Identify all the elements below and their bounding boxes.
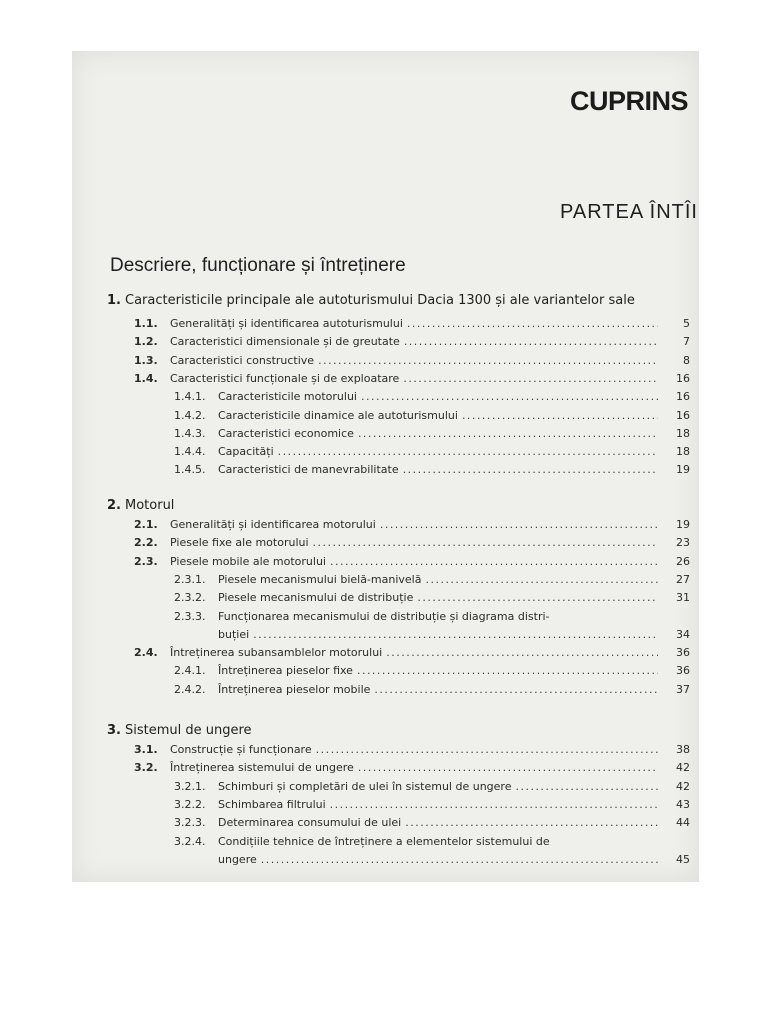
part-heading: PARTEA ÎNTÎI	[560, 201, 698, 223]
chapter-title: Sistemul de ungere	[125, 723, 252, 738]
dot-leader	[278, 445, 658, 458]
entry-number: 1.1.	[134, 317, 158, 330]
page-number: 8	[683, 353, 690, 367]
toc-entry	[174, 409, 690, 422]
dot-leader	[330, 798, 658, 811]
entry-number: 1.4.3.	[174, 426, 206, 440]
dot-leader	[374, 683, 658, 696]
page-number: 18	[676, 445, 690, 459]
page-number: 5	[683, 317, 690, 330]
toc-entry	[134, 555, 690, 568]
toc-entry	[174, 664, 690, 677]
chapter-title: Caracteristicile principale ale autoturismului Dacia 1300 și ale variantelor sale	[125, 293, 635, 308]
entry-number: 3.2.1.	[174, 779, 206, 793]
entry-title: Întreținerea sistemului de ungere	[170, 761, 354, 775]
entry-number: 1.4.1.	[174, 390, 206, 404]
page-number: 19	[676, 463, 690, 477]
entry-title: Piesele mobile ale motorului	[170, 554, 326, 568]
page-number: 16	[676, 408, 690, 422]
toc-entry	[134, 335, 690, 348]
chapter-number: 2.	[107, 498, 121, 513]
entry-title: Caracteristici economice	[218, 426, 354, 440]
toc-entry	[174, 591, 690, 604]
page-number: 36	[676, 646, 690, 660]
entry-title: Piesele fixe ale motorului	[170, 536, 309, 550]
toc-entry	[174, 610, 690, 623]
entry-number: 1.4.4.	[174, 445, 206, 459]
entry-title: Construcție și funcționare	[170, 743, 312, 756]
toc-entry	[134, 743, 690, 756]
page-number: 16	[676, 371, 690, 385]
entry-title: Caracteristici funcționale și de exploatare	[170, 371, 400, 385]
page-number: 38	[676, 743, 690, 756]
dot-leader	[361, 390, 658, 403]
toc-entry	[134, 646, 690, 659]
entry-title: Întreținerea subansamblelor motorului	[170, 646, 383, 660]
entry-number: 2.3.3.	[174, 609, 206, 623]
entry-title: Piesele mecanismului de distribuție	[218, 591, 414, 605]
chapter-title: Motorul	[125, 498, 175, 513]
entry-number: 2.1.	[134, 518, 158, 531]
entry-number: 2.4.2.	[174, 682, 206, 696]
entry-number: 3.2.2.	[174, 797, 206, 811]
entry-title: ungere	[218, 852, 257, 866]
chapter-heading	[107, 498, 174, 513]
dot-leader	[407, 317, 658, 330]
entry-title: Condițiile tehnice de întreținere a elementelor sistemului de	[218, 834, 550, 848]
entry-number: 2.2.	[134, 536, 158, 550]
toc-entry	[174, 463, 690, 476]
entry-number: 2.3.1.	[174, 572, 206, 586]
entry-title: Caracteristicile motorului	[218, 390, 357, 404]
toc-entry	[218, 628, 690, 641]
dot-leader	[515, 780, 658, 793]
page-number: 7	[683, 335, 690, 349]
entry-title: Caracteristici de manevrabilitate	[218, 463, 399, 477]
entry-number: 3.2.4.	[174, 834, 206, 848]
toc-entry	[134, 536, 690, 549]
entry-title: Capacități	[218, 445, 274, 459]
table-of-contents	[72, 51, 699, 882]
page-number: 19	[676, 518, 690, 531]
chapter-heading	[107, 723, 252, 738]
dot-leader	[316, 743, 658, 756]
entry-number: 2.4.	[134, 646, 158, 660]
chapter-heading	[107, 293, 635, 308]
toc-entry	[174, 816, 690, 829]
dot-leader	[403, 463, 658, 476]
page-number: 27	[676, 572, 690, 586]
section-subtitle: Descriere, funcționare și întreținere	[110, 255, 406, 276]
dot-leader	[417, 591, 658, 604]
page-number: 45	[676, 852, 690, 866]
entry-title: Schimbarea filtrului	[218, 797, 326, 811]
page-number: 42	[676, 779, 690, 793]
entry-number: 1.2.	[134, 335, 158, 349]
entry-number: 1.4.2.	[174, 408, 206, 422]
entry-number: 3.2.3.	[174, 816, 206, 830]
entry-title: Întreținerea pieselor mobile	[218, 682, 371, 696]
entry-title: Caracteristici constructive	[170, 353, 315, 367]
entry-number: 1.4.5.	[174, 463, 206, 477]
dot-leader	[318, 354, 658, 367]
toc-entry	[174, 780, 690, 793]
dot-leader	[313, 536, 658, 549]
book-page	[72, 51, 699, 882]
dot-leader	[358, 761, 658, 774]
dot-leader	[380, 518, 658, 531]
entry-title: Schimburi și completări de ulei în sistemul de ungere	[218, 779, 512, 793]
entry-title: Piesele mecanismului bielă-manivelă	[218, 572, 422, 586]
toc-entry	[174, 445, 690, 458]
toc-entry	[174, 798, 690, 811]
entry-number: 3.2.	[134, 761, 158, 775]
toc-entry	[174, 683, 690, 696]
entry-title: Caracteristicile dinamice ale autoturismului	[218, 408, 458, 422]
toc-entry	[218, 853, 690, 866]
dot-leader	[425, 573, 658, 586]
toc-entry	[174, 390, 690, 403]
toc-entry	[134, 317, 690, 330]
page-number: 18	[676, 426, 690, 440]
entry-number: 2.4.1.	[174, 664, 206, 678]
toc-entry	[134, 518, 690, 531]
entry-title: Funcționarea mecanismului de distribuție și diagrama distri-	[218, 609, 550, 623]
page-number: 36	[676, 664, 690, 678]
page-number: 43	[676, 797, 690, 811]
dot-leader	[330, 555, 658, 568]
dot-leader	[403, 372, 658, 385]
dot-leader	[386, 646, 658, 659]
dot-leader	[405, 816, 658, 829]
toc-entry	[134, 372, 690, 385]
dot-leader	[404, 335, 658, 348]
toc-entry	[174, 427, 690, 440]
toc-entry	[174, 835, 690, 848]
page-number: 44	[676, 816, 690, 830]
dot-leader	[462, 409, 658, 422]
dot-leader	[261, 853, 658, 866]
page-number: 37	[676, 682, 690, 696]
toc-entry	[134, 354, 690, 367]
dot-leader	[253, 628, 658, 641]
page-number: 42	[676, 761, 690, 775]
entry-number: 2.3.	[134, 554, 158, 568]
entry-title: buției	[218, 627, 250, 641]
chapter-number: 1.	[107, 293, 121, 308]
toc-entry	[134, 761, 690, 774]
page-number: 34	[676, 627, 690, 641]
entry-number: 1.3.	[134, 353, 158, 367]
page-number: 16	[676, 390, 690, 404]
entry-title: Generalități și identificarea autoturismului	[170, 317, 403, 330]
entry-number: 1.4.	[134, 371, 158, 385]
entry-title: Determinarea consumului de ulei	[218, 816, 402, 830]
entry-title: Întreținerea pieselor fixe	[218, 664, 353, 678]
page-number: 26	[676, 554, 690, 568]
dot-leader	[358, 427, 658, 440]
toc-entry	[174, 573, 690, 586]
dot-leader	[357, 664, 658, 677]
entry-title: Caracteristici dimensionale și de greutate	[170, 335, 400, 349]
chapter-number: 3.	[107, 723, 121, 738]
page-number: 23	[676, 536, 690, 550]
page-number: 31	[676, 591, 690, 605]
page-title: CUPRINS	[569, 86, 688, 116]
entry-title: Generalități și identificarea motorului	[170, 518, 376, 531]
entry-number: 2.3.2.	[174, 591, 206, 605]
entry-number: 3.1.	[134, 743, 158, 756]
